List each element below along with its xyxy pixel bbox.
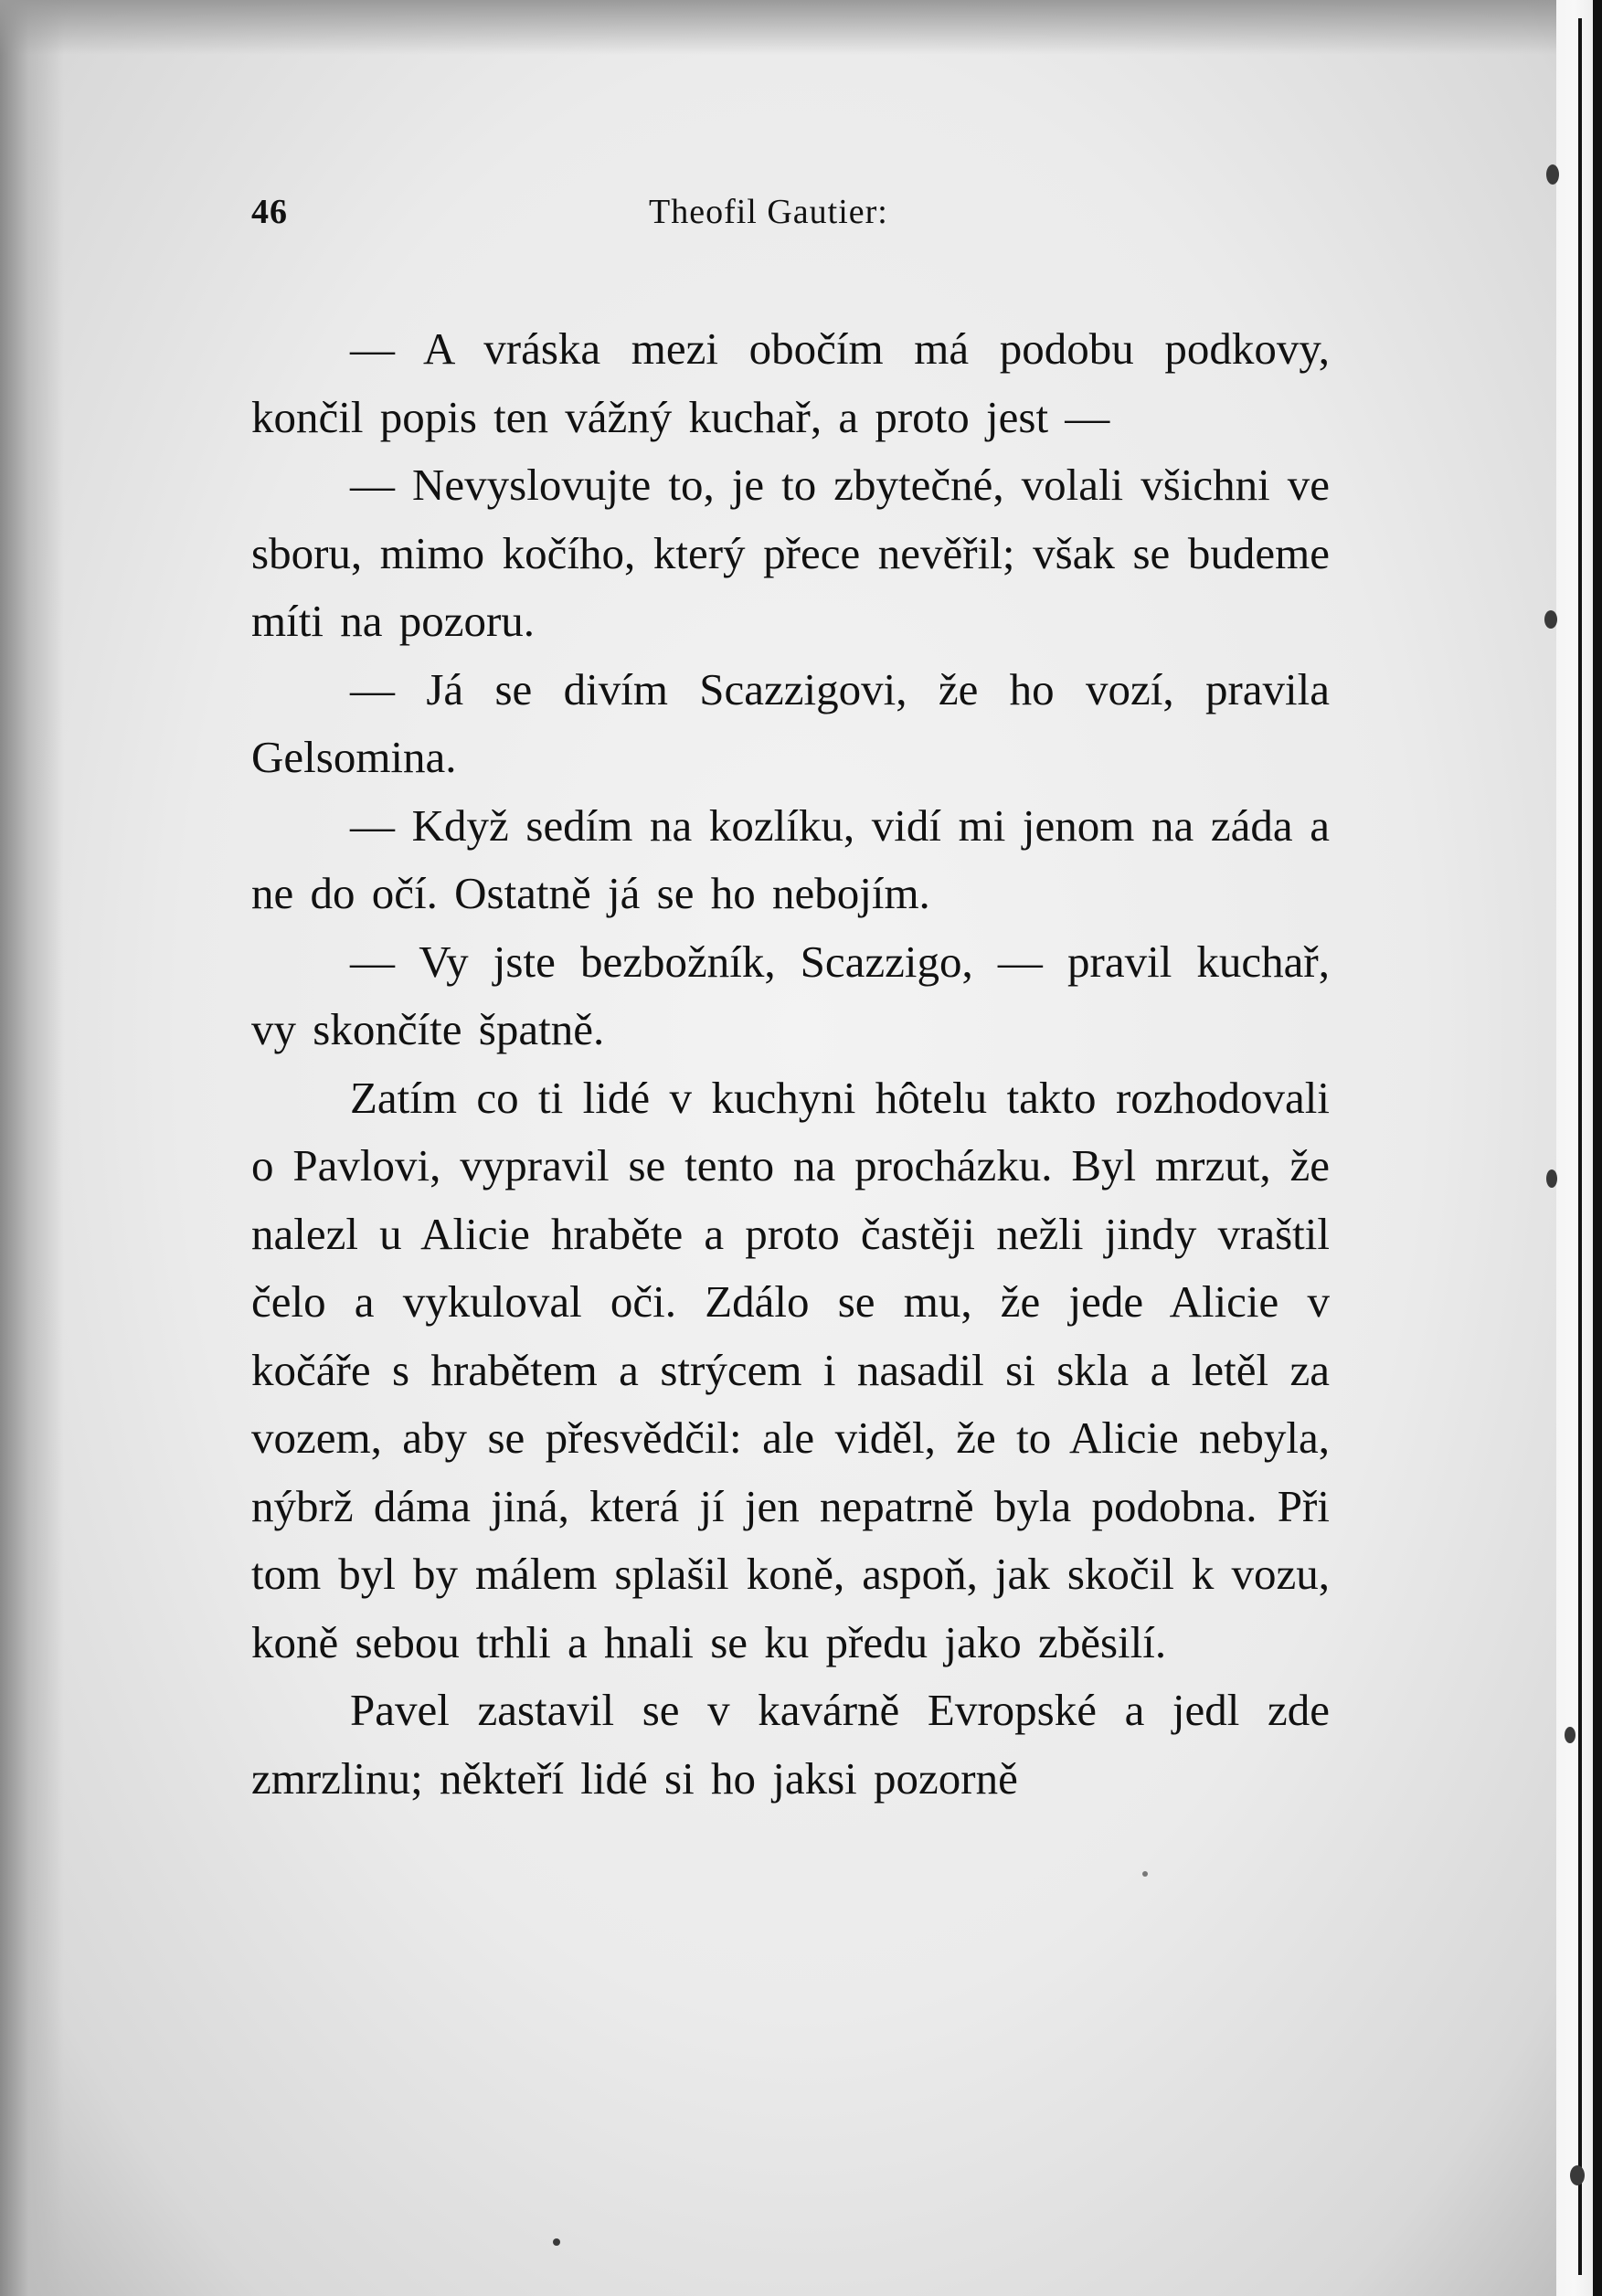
scan-speck <box>1570 2165 1585 2185</box>
paragraph: — Já se divím Scazzigovi, že ho vozí, pravila Gelsomina. <box>251 663 1330 782</box>
paragraph: Pavel zastavil se v kavárně Evropské a jedl zde zmrzlinu; někteří lidé si ho jaksi pozorně <box>251 1685 1330 1804</box>
paragraph: — Vy jste bezbožník, Scazzigo, — pravil kuchař, vy skončíte špatně. <box>251 936 1330 1054</box>
binding-edge <box>1593 0 1602 2296</box>
left-edge-shadow <box>0 0 64 2296</box>
scan-speck <box>553 2238 560 2246</box>
paragraph: — Když sedím na kozlíku, vidí mi jenom na záda a ne do očí. Ostatně já se ho nebojím. <box>251 799 1330 918</box>
scan-speck <box>1565 1727 1575 1743</box>
page-number: 46 <box>251 193 288 231</box>
scan-speck <box>1546 1169 1557 1188</box>
book-page <box>251 192 1330 1804</box>
body-text <box>251 315 1330 1813</box>
scan-speck <box>1142 1871 1148 1877</box>
running-title: Theofil Gautier: <box>649 193 888 231</box>
top-edge-shadow <box>0 0 1602 55</box>
scan-speck <box>1546 164 1559 185</box>
scan-speck <box>1544 610 1557 629</box>
paragraph: — Nevyslovujte to, je to zbytečné, volali všichni ve sboru, mimo kočího, který přece nevěřil; však se budeme míti na pozoru. <box>251 460 1330 646</box>
binding-line <box>1578 18 1582 2275</box>
paragraph: Zatím co ti lidé v kuchyni hôtelu takto rozhodovali o Pavlovi, vypravil se tento na procházku. Byl mrzut, že nalezl u Alicie hraběte a proto častěji nežli jindy vraštil čelo a vykuloval oči. Zdálo se mu, že jede Alicie v kočáře s hrabětem a strýcem i nasadil si skla a letěl za vozem, aby se přesvědčil: ale viděl, že to Alicie nebyla, nýbrž dáma jiná, která jí jen nepatrně byla podobna. Při tom byl by málem splašil koně, aspoň, jak skočil k vozu, koně sebou trhli a hnali se ku předu jako zběsilí. <box>251 1072 1330 1667</box>
paragraph: — A vráska mezi obočím má podobu podkovy, končil popis ten vážný kuchař, a proto jest — <box>251 323 1330 442</box>
page-header <box>251 192 1330 247</box>
